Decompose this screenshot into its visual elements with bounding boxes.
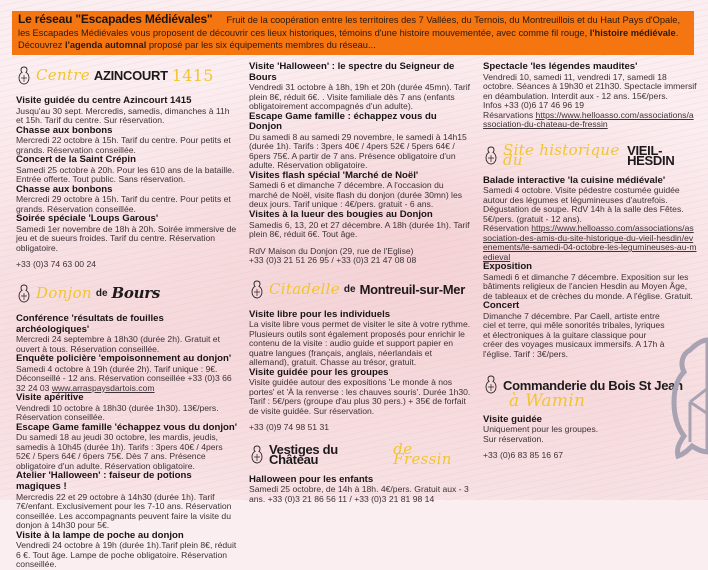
event-desc: Mercredi 24 septembre à 18h30 (durée 2h). Gratuit et ouvert à tous. Réservation conseillée. bbox=[16, 334, 220, 354]
venue-script-fressin: de Fressin bbox=[393, 440, 452, 468]
column-2 bbox=[249, 62, 471, 504]
venue-script-bours: Donjon bbox=[36, 284, 92, 303]
event-title: Escape Game famille : échappez vous du Donjon bbox=[249, 110, 437, 133]
event-desc: Samedi 6 et dimanche 7 décembre. Exposition sur les bâtiments religieux de l'ancien Hesdin au Moyen Âge, de tableaux et de crèches du monde. A l'église. Gratuit. bbox=[483, 271, 693, 301]
event bbox=[16, 96, 238, 126]
venue-name-wamin: Commanderie du Bois St Jean bbox=[503, 377, 683, 393]
contact-phone: +33 (0)6 83 85 16 67 bbox=[483, 450, 564, 461]
event-desc: Samedi 4 octobre. Visite pédestre costumée guidée autour des légumes et légumineuses d'autrefois. Dégustation de soupe. RdV 14h à la salle des Fêtes. 5€/pers. (gratuit - 12 ans). bbox=[483, 185, 684, 224]
event-title: Escape Game famille 'échappez vous du donjon' bbox=[16, 421, 238, 433]
event bbox=[16, 185, 238, 215]
event-desc: Vendredi 10 octobre à 18h30 (durée 1h30). 13€/pers. Réservation conseillée. bbox=[16, 402, 219, 423]
reservations-label: Résarvations bbox=[483, 109, 536, 120]
reservation bbox=[483, 224, 697, 262]
event bbox=[249, 112, 471, 171]
event bbox=[16, 393, 238, 423]
event-title: Visite apéritive bbox=[16, 392, 84, 404]
venue-de: de bbox=[95, 288, 108, 300]
event-title: Visites à la lueur des bougies au Donjon bbox=[249, 208, 433, 220]
event bbox=[483, 262, 697, 301]
venue-header-fressin bbox=[249, 440, 471, 468]
reservation-link[interactable]: https://www.helloasso.com/associations/association-des-amis-du-site-historique-du-vieil-hesdin/evenements/le-samedi-04-octobre-les-legumineuses-au-medieval bbox=[483, 223, 697, 262]
event-desc: Jusqu'au 30 sept. Mercredis, samedis, dimanches à 11h et 15h. Tarif du centre. Sur réservation. bbox=[16, 105, 230, 126]
knight-icon bbox=[483, 146, 499, 166]
venue-name-montreuil: Montreuil-sur-Mer bbox=[359, 281, 465, 297]
network-banner bbox=[12, 11, 694, 55]
reservation-label: Réservation bbox=[483, 223, 532, 234]
reservations-link[interactable]: https://www.helloasso.com/associations/association-du-chateau-de-fressin bbox=[483, 109, 694, 130]
event-title: Exposition bbox=[483, 261, 533, 273]
banner-text-2: . Découvrez bbox=[18, 27, 679, 51]
event-desc: Du samedi 18 au jeudi 30 octobre, les mardis, jeudis, samedis à 10h45 (durée 1h). Tarifs : 3pers 40€ / 4pers 52€ / 5pers 64€ / 6pers 75€. Dès 7 ans. Présence obligatoire d'un adulte. Réservation obligatoire. bbox=[16, 432, 223, 471]
banner-text-1: Fruit de la coopération entre les territoires des 7 Vallées, du Ternois, du Montreuillois et du Haut Pays d'Opale, les Escapades Médiévales vous proposent de découvrir ces lieux historiques, témoins d'une histoire mouvementée, avec comme fil rouge, bbox=[18, 15, 681, 38]
reservations bbox=[483, 111, 697, 130]
banner-bold-2: l'agenda automnal bbox=[65, 40, 147, 51]
event bbox=[249, 171, 471, 210]
event-desc: Dimanche 7 décembre. Par Caell, artiste entre ciel et terre, qui mêle sonorités tribales, lyriques et électroniques à la guitare classique pour créer des voyages musicaux immersifs. A 17h à l'église. Tarif : 3€/pers. bbox=[483, 310, 665, 359]
venue-de: de bbox=[343, 283, 356, 295]
event bbox=[483, 62, 697, 101]
event-desc: Mercredis 22 et 29 octobre à 14h30 (durée 1h). Tarif 7€/enfant. Exclusivement pour les 7-10 ans. Réservation conseillée. Les accompagnants peuvent faire la visite du donjon à 14h30 pour 5€. bbox=[16, 491, 232, 531]
event bbox=[249, 210, 471, 240]
contact-phone: +33 (0)3 21 51 26 95 / +33 (0)3 21 47 08 08 bbox=[249, 255, 417, 266]
event bbox=[16, 126, 238, 156]
knight-icon bbox=[249, 445, 265, 465]
venue-script-montreuil: Citadelle bbox=[269, 279, 340, 298]
event-desc: Samedis 6, 13, 20 et 27 décembre. A 18h (durée 1h). Tarif plein 8€, réduit 6€. Tout âge. bbox=[249, 219, 470, 240]
venue-name-bours: Bours bbox=[111, 284, 160, 303]
event bbox=[16, 155, 238, 185]
event-title: Atelier 'Halloween' : faiseur de potions magiques ! bbox=[16, 470, 192, 493]
venue-suffix-azincourt: 1415 bbox=[171, 66, 214, 86]
event bbox=[16, 354, 238, 393]
infos-phone: Infos +33 (0)6 17 46 96 19 bbox=[483, 100, 585, 111]
knight-helmet-illustration bbox=[660, 330, 708, 490]
event-desc: Samedi 6 et dimanche 7 décembre. A l'occasion du marché de Noël, visite flash du donjon (durée 30mn) les deux jours. Tarif unique : 4€/pers. gratuit - 6 ans. bbox=[249, 180, 463, 210]
event-desc-text: Samedi 4 octobre à 19h (durée 2h). Tarif unique : 9€. Déconseillé - 12 ans. Réservation conseillée +33 (0)3 66 32 24 03 bbox=[16, 363, 232, 393]
event bbox=[16, 314, 238, 354]
event-title: Chasse aux bonbons bbox=[16, 183, 113, 195]
knight-icon bbox=[483, 375, 499, 395]
contact-address: RdV Maison du Donjon (29, rue de l'Eglise) bbox=[249, 245, 414, 256]
event-title: Soirée spéciale 'Loups Garous' bbox=[16, 213, 159, 225]
event bbox=[249, 310, 471, 368]
event bbox=[483, 176, 697, 263]
event bbox=[16, 423, 238, 472]
contact-phone: +33 (0)9 74 98 51 31 bbox=[249, 422, 330, 433]
contact-phone: +33 (0)3 74 63 00 24 bbox=[16, 259, 97, 270]
event bbox=[16, 531, 238, 570]
knight-icon bbox=[249, 280, 265, 300]
event-title: Concert bbox=[483, 300, 520, 312]
knight-icon bbox=[16, 284, 32, 304]
event bbox=[16, 214, 238, 253]
event bbox=[16, 471, 238, 530]
column-1 bbox=[16, 62, 238, 570]
event-desc: Samedi 25 octobre à 20h. Pour les 610 ans de la bataille. Entrée offerte. Tout public. Sans réservation. bbox=[16, 164, 235, 185]
venue-script-azincourt: Centre bbox=[36, 66, 90, 85]
event-title: Visite guidée pour les groupes bbox=[249, 366, 389, 378]
banner-text-3: proposé par les six équipements membres du réseau... bbox=[146, 40, 376, 51]
event-desc: Du samedi 8 au samedi 29 novembre, le samedi à 14h15 (durée 1h). Tarifs : 3pers 40€ / 4pers 52€ / 5pers 64€ / 6pers 75€. A partir de 7 ans. Présence obligatoire d'un adulte. Réservation obligatoire. bbox=[249, 131, 467, 171]
event-desc: Samedi 25 octobre, de 14h à 18h. 4€/pers. Gratuit aux - 3 ans. +33 (0)3 21 86 56 11 / +33 (0)3 21 81 98 14 bbox=[249, 484, 469, 504]
event-desc: Visite guidée autour des expositions 'Le monde à nos portes' et 'À la renverse : les chauves souris'. Durée 1h30. Tarif : 5€/pers (groupe d'au plus 30 pers.) + 35€ de forfait de visite guidée. Sur réservation. bbox=[249, 377, 471, 416]
event-desc: La visite libre vous permet de visiter le site à votre rythme. Plusieurs outils sont également proposés pour enrichir le contenu de la visite : audio guide et support papier en quatre langues (français, anglais, néerlandais et allemand), gratuit. Chasse au trésor, gratuit. bbox=[249, 319, 471, 368]
event-desc: Vendredi 24 octobre à 19h (durée 1h).Tarif plein 8€, réduit 6 €. Tout âge. Lampe de poche obligatoire. Réservation conseillée. bbox=[16, 540, 237, 570]
website-link[interactable]: www.arraspaysdartois.com bbox=[51, 382, 155, 393]
venue-header-vieil-hesdin bbox=[483, 141, 697, 169]
event-title: Visite guidée bbox=[483, 413, 543, 425]
event-desc: Vendredi 10, samedi 11, vendredi 17, samedi 18 octobre. Séances à 19h30 et 21h30. Spectacle immersif en déambulation. Interdit aux - 12 ans. 15€/pers. bbox=[483, 71, 697, 101]
venue-name-fressin: Vestiges du Château bbox=[269, 442, 338, 467]
venue-script-vieil-hesdin: Site historique du bbox=[503, 141, 620, 169]
event-title: Visite 'Halloween' : le spectre du Seigneur de Bours bbox=[249, 61, 455, 83]
event-desc: Samedi 1er novembre de 18h à 20h. Soirée immersive de jeu et de sueurs froides. Tarif du centre. Réservation obligatoire. bbox=[16, 223, 237, 253]
knight-icon bbox=[16, 66, 32, 86]
event-title: Visite guidée du centre Azincourt 1415 bbox=[16, 95, 192, 106]
venue-script-wamin: à Wamin bbox=[509, 391, 586, 412]
event-title: Visite libre pour les individuels bbox=[249, 308, 391, 320]
event-desc: Vendredi 31 octobre à 18h, 19h et 20h (durée 45mn). Tarif plein 8€, réduit 6€. . Visite familiale dès 7 ans (enfants obligatoirement accompagnés d'un adulte). bbox=[249, 82, 471, 112]
banner-title: Le réseau "Escapades Médiévales" bbox=[18, 12, 213, 26]
venue-name-vieil-hesdin: VIEIL-HESDIN bbox=[627, 143, 675, 168]
event-title: Chasse aux bonbons bbox=[16, 124, 113, 136]
event-title: Visites flash spécial 'Marché de Noël' bbox=[249, 169, 419, 181]
event-title: Balade interactive 'la cuisine médiévale' bbox=[483, 174, 666, 186]
event-title: Concert de la Saint Crépin bbox=[16, 154, 136, 166]
event-title: Spectacle 'les légendes maudites' bbox=[483, 61, 638, 72]
venue-header-azincourt bbox=[16, 64, 238, 88]
event-title: Visite à la lampe de poche au donjon bbox=[16, 529, 184, 541]
event-title: Halloween pour les enfants bbox=[249, 473, 374, 485]
venue-name-azincourt: AZINCOURT bbox=[93, 68, 168, 84]
event-desc bbox=[16, 365, 238, 394]
event-desc: Mercredi 29 octobre à 15h. Tarif du centre. Pour petits et grands. Réservation conseillée. bbox=[16, 194, 231, 214]
banner-bold-1: l'histoire médiévale bbox=[589, 27, 676, 38]
venue-header-montreuil bbox=[249, 278, 471, 302]
event-desc: Mercredi 22 octobre à 15h. Tarif du centre. Pour petits et grands. Réservation conseillée. bbox=[16, 135, 231, 155]
event-desc: Uniquement pour les groupes. Sur réservation. bbox=[483, 424, 599, 444]
event-title: Conférence 'résultats de fouilles archéologiques' bbox=[16, 312, 164, 335]
venue-header-bours bbox=[16, 282, 238, 306]
event bbox=[249, 62, 471, 112]
event bbox=[249, 368, 471, 417]
event-title: Enquête policière 'empoisonnement au donjon' bbox=[16, 353, 232, 365]
